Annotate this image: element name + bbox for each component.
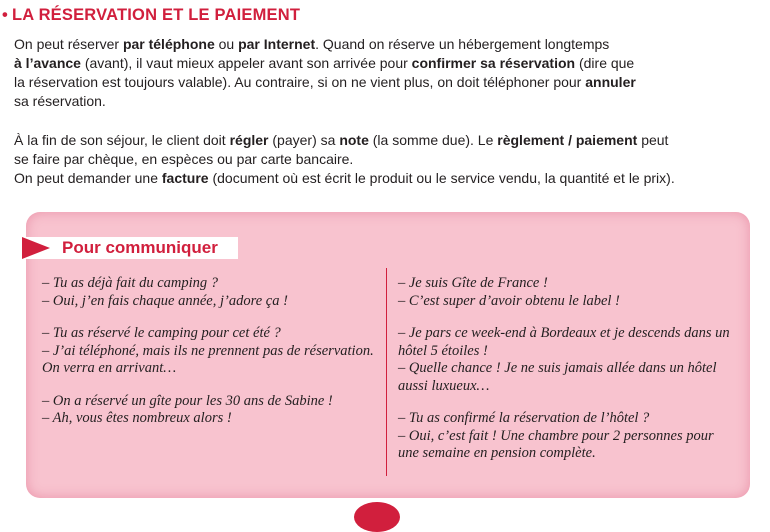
dialogue-line: – On a réservé un gîte pour les 30 ans de Sabine ! [42,392,333,409]
dialogue-line: – J’ai téléphoné, mais ils ne prennent pas de réservation. On verra en arrivant… [42,342,374,376]
text-run: À la fin de son séjour, le client doit [14,132,230,148]
triangle-right-icon [22,237,50,259]
dialogue-exchange [42,275,380,310]
dialogue-line: – Tu as confirmé la réservation de l’hôtel ? [398,410,650,426]
text-run: la réservation est toujours valable). Au contraire, si on ne vient plus, on doit téléphoner pour [14,74,586,90]
text-run: (avant), il vaut mieux appeler avant son arrivée pour [80,55,412,71]
column-divider [386,268,387,476]
paragraph-payment [14,131,766,188]
keyword: par Internet [238,36,316,52]
text-run: ou [214,36,239,52]
keyword: confirmer sa réservation [411,55,576,71]
section-title [2,6,300,25]
dialogue-exchange [42,393,380,428]
dialogue-column-right [398,275,738,478]
text-run: On peut réserver [14,36,123,52]
keyword: règlement / paiement [497,132,638,148]
keyword: régler [229,132,269,148]
text-run: (document où est écrit le produit ou le service vendu, la quantité et le prix). [208,170,675,186]
text-run: (dire que [575,55,635,71]
dialogue-line: – Quelle chance ! Je ne suis jamais allée dans un hôtel aussi luxueux… [398,360,717,394]
text-run: se faire par chèque, en espèces ou par carte bancaire. [14,151,354,167]
keyword: par téléphone [122,36,215,52]
keyword: note [339,132,369,148]
dialogue-exchange [398,275,738,310]
dialogue-line: – C’est super d’avoir obtenu le label ! [398,292,620,309]
section-title-text: LA RÉSERVATION ET LE PAIEMENT [12,6,301,24]
keyword: annuler [585,74,636,90]
page-marker-shape [354,502,400,532]
text-run: (la somme due). Le [368,132,498,148]
dialogue-line: – Je pars ce week-end à Bordeaux et je descends dans un hôtel 5 étoiles ! [398,325,730,359]
dialogue-line: – Tu as réservé le camping pour cet été ? [42,325,281,341]
text-run: On peut demander une [14,170,162,186]
dialogue-line: – Oui, c’est fait ! Une chambre pour 2 personnes pour une semaine en pension complète. [398,427,714,461]
dialogue-column-left [42,275,380,443]
dialogue-line: – Tu as déjà fait du camping ? [42,275,219,291]
paragraph-reservation [14,35,766,111]
keyword: facture [161,170,209,186]
text-run: (payer) sa [268,132,340,148]
keyword: à l’avance [14,55,81,71]
dialogue-line: – Ah, vous êtes nombreux alors ! [42,410,232,426]
text-run: sa réservation. [14,93,106,109]
dialogue-line: – Je suis Gîte de France ! [398,275,548,291]
dialogue-exchange [42,325,380,378]
text-run: . Quand on réserve un hébergement longtemps [315,36,610,52]
dialogue-exchange [398,325,738,395]
dialogue-exchange [398,410,738,463]
box-title: Pour communiquer [62,238,218,257]
bullet-icon: • [2,6,8,24]
text-run: peut [637,132,669,148]
dialogue-line: – Oui, j’en fais chaque année, j’adore ça ! [42,292,288,309]
